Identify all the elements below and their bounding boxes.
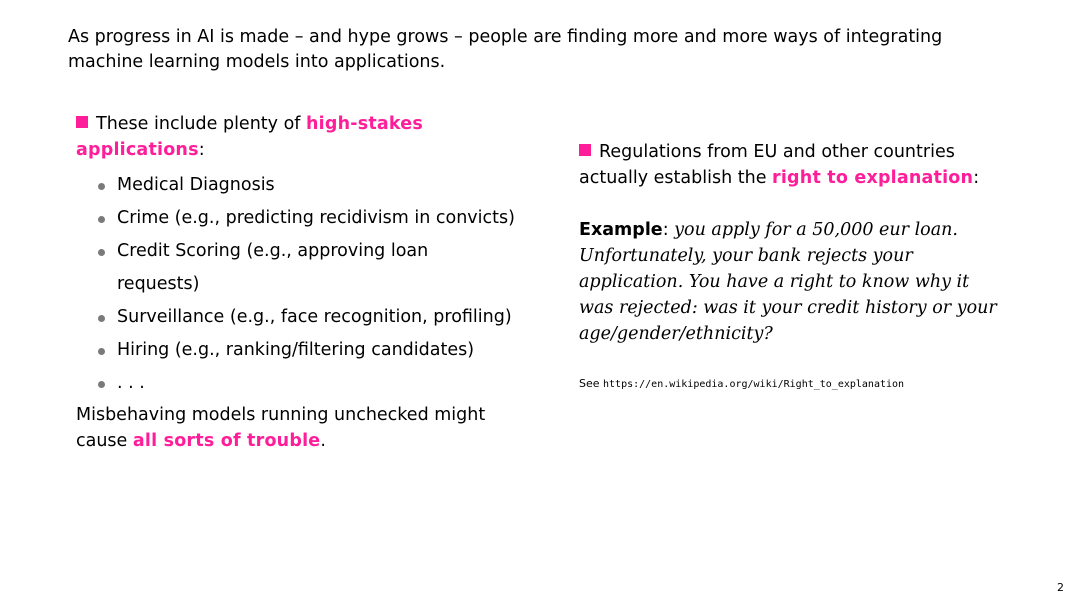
reference-note: [579, 377, 1009, 392]
see-label: See: [579, 377, 604, 390]
heading-suffix: :: [973, 168, 980, 188]
bullet-dot: [98, 249, 105, 256]
highlight-right-to-explanation: right to explanation: [772, 168, 974, 188]
list-item: [96, 301, 516, 334]
heading-text: These include plenty of: [96, 114, 306, 134]
list-item: [96, 334, 516, 367]
bullet-dot: [98, 183, 105, 190]
left-column: [76, 111, 516, 454]
bullet-dot: [98, 348, 105, 355]
trouble-statement: [76, 402, 516, 454]
list-item-text: Surveillance (e.g., face recognition, profiling): [117, 307, 512, 327]
bullet-dot: [98, 381, 105, 388]
page-number: 2: [1057, 581, 1064, 594]
list-item-text: Medical Diagnosis: [117, 175, 275, 195]
bullet-dot: [98, 216, 105, 223]
closing-text: Misbehaving models running unchecked might cause: [76, 405, 486, 451]
highlight-trouble: all sorts of trouble: [132, 431, 321, 451]
right-column: [579, 139, 1009, 392]
highlight-high-stakes: high-stakes applications: [76, 114, 423, 160]
heading-text: Regulations from EU and other countries actually establish the: [579, 142, 955, 188]
example-label: Example: [579, 220, 663, 240]
example-text: you apply for a 50,000 eur loan. Unfortunately, your bank rejects your application. You have a right to know why it was rejected: was it your credit history or your age/gender/ethnicity?: [579, 220, 997, 344]
list-item: [96, 235, 516, 301]
list-item-text: Hiring (e.g., ranking/filtering candidates): [117, 340, 475, 360]
heading-suffix: :: [198, 140, 205, 160]
applications-list: [76, 169, 516, 400]
list-item: [96, 367, 516, 400]
list-item-text: Crime (e.g., predicting recidivism in convicts): [117, 208, 515, 228]
list-item: [96, 169, 516, 202]
list-item-text: . . .: [117, 373, 145, 393]
closing-suffix: .: [320, 431, 326, 451]
block-marker-square: [76, 116, 88, 128]
intro-paragraph: As progress in AI is made – and hype grows – people are finding more and more ways of integrating machine learning models into applications.: [68, 27, 943, 72]
example-colon: :: [662, 220, 675, 240]
list-item: [96, 202, 516, 235]
block-marker-square: [579, 144, 591, 156]
list-item-text: Credit Scoring (e.g., approving loan requests): [117, 241, 429, 294]
example-paragraph: [579, 217, 1009, 347]
bullet-dot: [98, 315, 105, 322]
high-stakes-block-heading: [76, 111, 516, 163]
reference-link[interactable]: https://en.wikipedia.org/wiki/Right_to_explanation: [603, 379, 905, 390]
regulations-block-heading: [579, 139, 1009, 191]
